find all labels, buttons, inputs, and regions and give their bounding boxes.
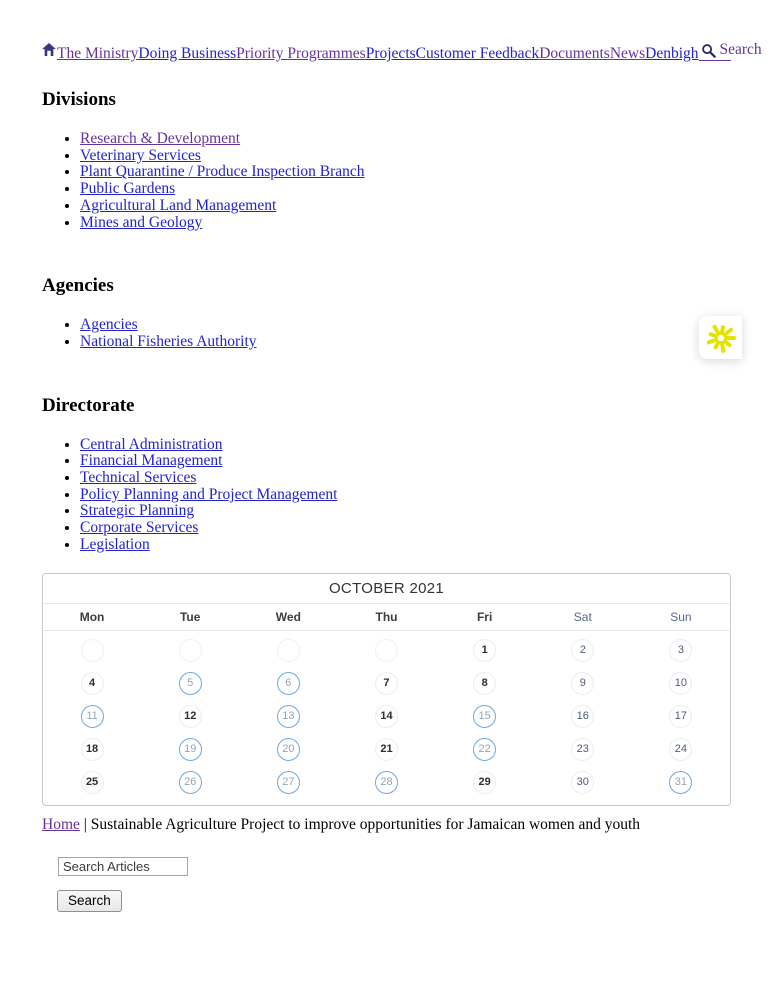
calendar-cell-19 (141, 733, 239, 766)
accessibility-widget-button[interactable] (699, 316, 742, 359)
section-directorate (42, 395, 731, 554)
breadcrumb-separator: | (83, 815, 87, 833)
calendar-day-15[interactable]: 15 (473, 705, 496, 728)
calendar-day-27[interactable]: 27 (277, 771, 300, 794)
link-sections (42, 89, 731, 554)
calendar-title: OCTOBER 2021 (43, 574, 730, 604)
list-item (80, 520, 731, 537)
calendar-cell-18 (43, 733, 141, 766)
section-agencies (42, 275, 731, 350)
list-item (80, 487, 731, 504)
calendar-cell-7 (337, 667, 435, 700)
calendar-cell-31 (632, 766, 730, 799)
section-list-agencies (42, 317, 731, 350)
breadcrumb-home-link[interactable]: Home (42, 815, 80, 833)
asterisk-burst-icon (704, 321, 738, 355)
calendar-cell-8 (436, 667, 534, 700)
calendar-day-22[interactable]: 22 (473, 738, 496, 761)
list-item (80, 317, 731, 334)
link-research-development[interactable]: Research & Development (80, 130, 241, 147)
nav-link-customer-feedback[interactable]: Customer Feedback (415, 45, 540, 62)
calendar-day-31[interactable]: 31 (669, 771, 692, 794)
calendar-cell-17 (632, 700, 730, 733)
calendar-day-14: 14 (375, 705, 398, 728)
link-veterinary-services[interactable]: Veterinary Services (80, 146, 201, 164)
calendar-day-25: 25 (81, 771, 104, 794)
calendar-day-11[interactable]: 11 (81, 705, 104, 728)
top-nav (42, 0, 762, 63)
page-content (42, 0, 762, 912)
link-strategic-planning[interactable]: Strategic Planning (80, 502, 195, 520)
article-search-button[interactable]: Search (57, 890, 122, 912)
calendar-cell-13 (239, 700, 337, 733)
nav-search-label: Search (719, 41, 762, 58)
link-technical-services[interactable]: Technical Services (80, 469, 197, 487)
calendar-cell-11 (43, 700, 141, 733)
section-heading-agencies: Agencies (42, 275, 114, 297)
nav-search-link[interactable] (699, 41, 762, 61)
day-header-sun: Sun (670, 609, 692, 624)
calendar-cell-10 (632, 667, 730, 700)
link-agricultural-land-management[interactable]: Agricultural Land Management (80, 196, 277, 214)
breadcrumb (42, 816, 731, 834)
nav-link-priority-programmes[interactable]: Priority Programmes (236, 45, 366, 62)
calendar-day-17: 17 (669, 705, 692, 728)
home-icon (42, 43, 56, 61)
calendar-day-30: 30 (571, 771, 594, 794)
day-header-fri: Fri (476, 609, 493, 624)
link-plant-quarantine-produce-inspection-branch[interactable]: Plant Quarantine / Produce Inspection Branch (80, 163, 365, 181)
calendar-day-8: 8 (473, 672, 496, 695)
calendar-empty-cell (337, 634, 435, 667)
calendar-cell-24 (632, 733, 730, 766)
calendar-day-3: 3 (669, 639, 692, 662)
calendar-cell-2 (534, 634, 632, 667)
calendar-day-4: 4 (81, 672, 104, 695)
calendar-day-20[interactable]: 20 (277, 738, 300, 761)
page-title: Sustainable Agriculture Project to improve opportunities for Jamaican women and youth (90, 815, 641, 833)
day-header-thu: Thu (375, 609, 398, 624)
list-item (80, 215, 731, 232)
calendar-cell-22 (436, 733, 534, 766)
section-list-directorate (42, 437, 731, 554)
section-heading-divisions: Divisions (42, 89, 116, 110)
nav-link-documents[interactable]: Documents (539, 45, 610, 62)
list-item (80, 470, 731, 487)
calendar-day-12: 12 (179, 705, 202, 728)
calendar-day-1: 1 (473, 639, 496, 662)
link-public-gardens[interactable]: Public Gardens (80, 180, 176, 198)
empty-day-circle (81, 639, 104, 662)
list-item (80, 453, 731, 470)
section-divisions (42, 89, 731, 231)
calendar-cell-28 (337, 766, 435, 799)
calendar-day-24: 24 (669, 738, 692, 761)
link-financial-management[interactable]: Financial Management (80, 452, 223, 470)
day-header-wed: Wed (275, 609, 301, 624)
nav-link-the-ministry[interactable]: The Ministry (57, 45, 139, 62)
link-central-administration[interactable]: Central Administration (80, 435, 223, 453)
day-header-tue: Tue (179, 609, 201, 624)
empty-day-circle (375, 639, 398, 662)
nav-link-doing-business[interactable]: Doing Business (138, 45, 237, 62)
list-item (80, 181, 731, 198)
link-agencies[interactable]: Agencies (80, 316, 138, 334)
calendar-empty-cell (43, 634, 141, 667)
calendar-cell-6 (239, 667, 337, 700)
calendar-day-7: 7 (375, 672, 398, 695)
calendar-cell-12 (141, 700, 239, 733)
calendar-cell-5 (141, 667, 239, 700)
calendar-day-13[interactable]: 13 (277, 705, 300, 728)
list-item (80, 131, 731, 148)
link-corporate-services[interactable]: Corporate Services (80, 519, 199, 537)
calendar-cell-15 (436, 700, 534, 733)
calendar-empty-cell (141, 634, 239, 667)
nav-link-news[interactable]: News (609, 45, 646, 62)
link-national-fisheries-authority[interactable]: National Fisheries Authority (80, 332, 257, 350)
calendar-cell-1 (436, 634, 534, 667)
day-header-mon: Mon (79, 609, 105, 624)
calendar-empty-cell (239, 634, 337, 667)
empty-day-circle (179, 639, 202, 662)
list-item (80, 503, 731, 520)
day-header-sat: Sat (573, 609, 592, 624)
section-heading-directorate: Directorate (42, 394, 135, 416)
calendar-day-6[interactable]: 6 (277, 672, 300, 695)
calendar-day-18: 18 (81, 738, 104, 761)
calendar-cell-4 (43, 667, 141, 700)
link-mines-and-geology[interactable]: Mines and Geology (80, 213, 203, 231)
calendar-day-2: 2 (571, 639, 594, 662)
calendar-day-16: 16 (571, 705, 594, 728)
nav-link-projects[interactable]: Projects (365, 45, 416, 62)
list-item (80, 148, 731, 165)
section-list-divisions (42, 131, 731, 231)
events-calendar (42, 573, 731, 806)
list-item (80, 164, 731, 181)
calendar-cell-9 (534, 667, 632, 700)
calendar-cell-25 (43, 766, 141, 799)
link-policy-planning-and-project-management[interactable]: Policy Planning and Project Management (80, 485, 338, 503)
calendar-day-19[interactable]: 19 (179, 738, 202, 761)
calendar-cell-30 (534, 766, 632, 799)
list-item (80, 537, 731, 554)
nav-link-denbigh[interactable]: Denbigh (645, 45, 699, 62)
list-item (80, 198, 731, 215)
calendar-day-headers (43, 604, 730, 631)
search-icon (701, 43, 716, 58)
calendar-day-21: 21 (375, 738, 398, 761)
calendar-cell-16 (534, 700, 632, 733)
calendar-day-26[interactable]: 26 (179, 771, 202, 794)
calendar-day-29: 29 (473, 771, 496, 794)
calendar-cell-26 (141, 766, 239, 799)
list-item (80, 334, 731, 351)
calendar-day-28[interactable]: 28 (375, 771, 398, 794)
empty-day-circle (277, 639, 300, 662)
calendar-cell-20 (239, 733, 337, 766)
article-search-input[interactable] (58, 857, 188, 876)
calendar-day-23: 23 (571, 738, 594, 761)
link-legislation[interactable]: Legislation (80, 535, 150, 553)
calendar-cell-21 (337, 733, 435, 766)
calendar-cell-29 (436, 766, 534, 799)
calendar-cell-23 (534, 733, 632, 766)
calendar-day-10: 10 (669, 672, 692, 695)
calendar-cell-27 (239, 766, 337, 799)
list-item (80, 437, 731, 454)
calendar-cell-14 (337, 700, 435, 733)
calendar-day-5[interactable]: 5 (179, 672, 202, 695)
calendar-grid (43, 631, 730, 805)
calendar-day-9: 9 (571, 672, 594, 695)
calendar-cell-3 (632, 634, 730, 667)
